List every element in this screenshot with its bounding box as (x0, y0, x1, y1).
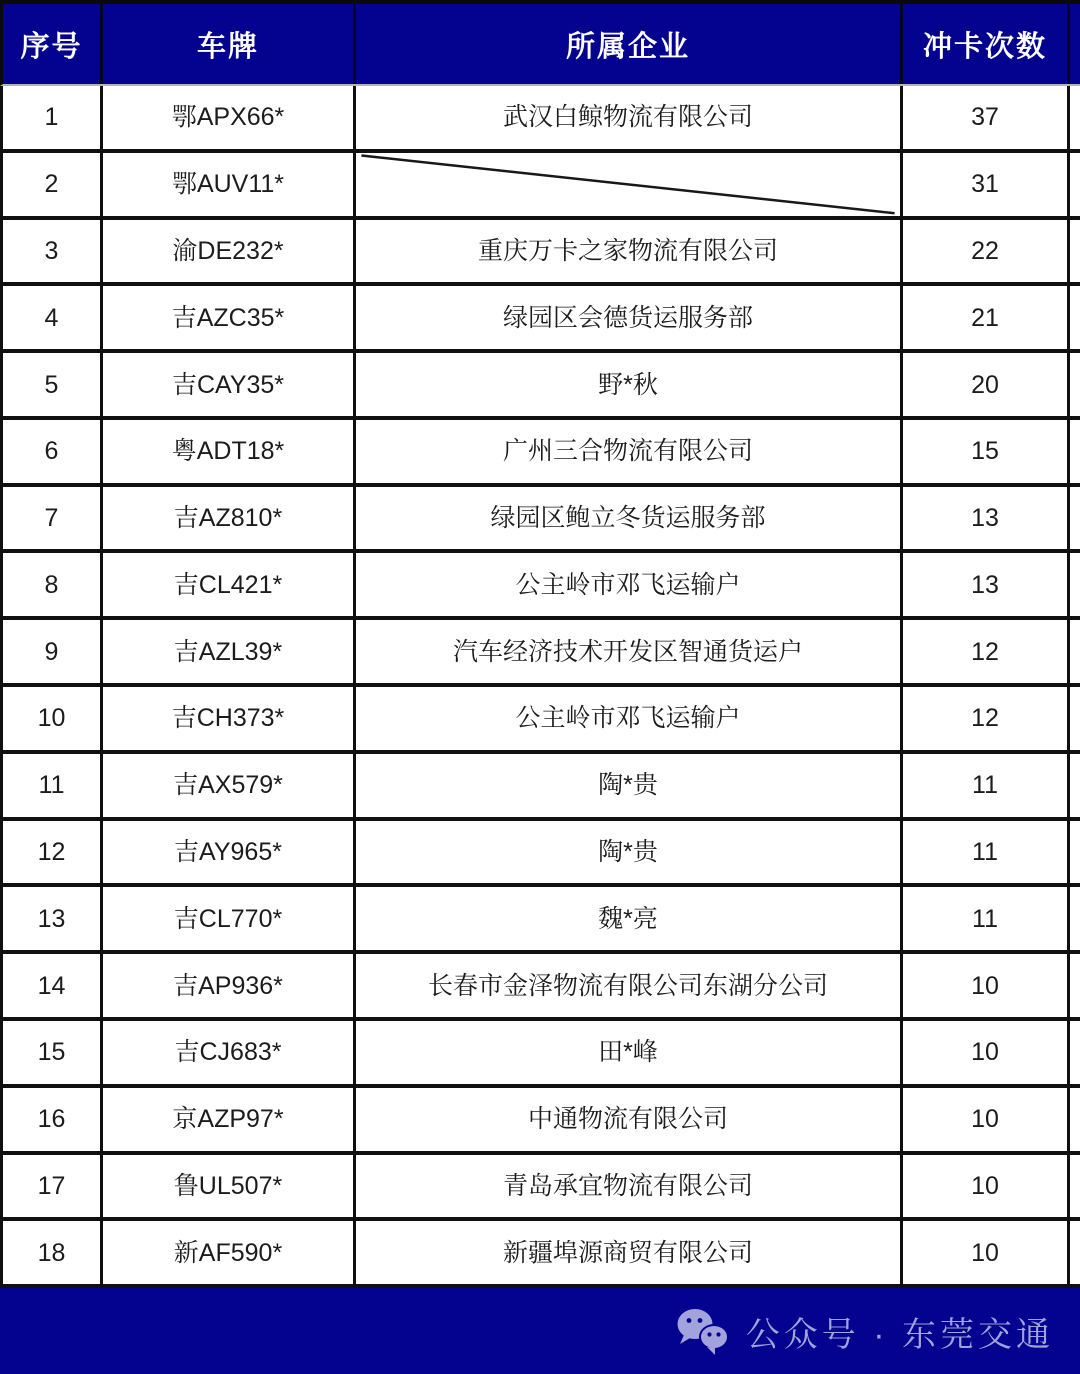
row-count-cell (903, 887, 1070, 950)
row-count: 10 (971, 971, 999, 1000)
row-count-cell (903, 1088, 1070, 1151)
row-company: 新疆埠源商贸有限公司 (502, 1238, 753, 1267)
row-count: 31 (971, 170, 999, 199)
row-count-cell (903, 1021, 1070, 1084)
row-company-cell (356, 754, 903, 817)
table-row (0, 1155, 1080, 1222)
table-row (0, 620, 1080, 687)
row-plate: 吉CL770* (173, 904, 283, 933)
row-count: 12 (971, 704, 999, 733)
row-count-cell (903, 487, 1070, 550)
row-no-cell (0, 1021, 103, 1084)
row-no: 15 (37, 1038, 66, 1067)
row-no-cell (0, 821, 103, 884)
row-company-cell (356, 86, 903, 149)
row-no: 17 (37, 1171, 66, 1200)
table-row (0, 1088, 1080, 1155)
row-plate-cell (103, 153, 356, 216)
row-count-cell (903, 620, 1070, 683)
row-count: 21 (971, 303, 999, 332)
row-company: 田*峰 (598, 1038, 658, 1067)
header-cell-plate: 车牌 (103, 4, 356, 84)
row-no: 8 (44, 570, 59, 599)
wechat-icon (674, 1305, 732, 1357)
row-no-cell (0, 353, 103, 416)
row-plate: 鄂APX66* (171, 103, 285, 132)
row-no: 12 (37, 837, 66, 866)
row-count-cell (903, 1221, 1070, 1284)
row-count-cell (903, 353, 1070, 416)
row-plate-cell (103, 353, 356, 416)
table-row (0, 487, 1080, 554)
header-cell-index: 序号 (3, 4, 103, 84)
table-row (0, 954, 1080, 1021)
row-no: 18 (37, 1238, 66, 1267)
row-no-cell (0, 1221, 103, 1284)
row-company: 重庆万卡之家物流有限公司 (477, 236, 778, 265)
table-row (0, 1221, 1080, 1288)
row-plate-cell (103, 754, 356, 817)
row-count: 10 (971, 1171, 999, 1200)
row-no-cell (0, 553, 103, 616)
row-company: 长春市金泽物流有限公司东湖分公司 (427, 971, 828, 1000)
row-plate: 吉CL421* (173, 570, 283, 599)
row-no-cell (0, 754, 103, 817)
row-count: 37 (971, 103, 999, 132)
row-no-cell (0, 220, 103, 283)
table-row (0, 821, 1080, 888)
row-company-cell (356, 1088, 903, 1151)
row-company-cell (356, 553, 903, 616)
row-company-cell (356, 620, 903, 683)
row-plate-cell (103, 954, 356, 1017)
row-company: 汽车经济技术开发区智通货运户 (452, 637, 803, 666)
row-company-cell (356, 420, 903, 483)
row-plate: 吉AY965* (174, 837, 282, 866)
row-count: 20 (971, 370, 999, 399)
row-plate-cell (103, 687, 356, 750)
table-row (0, 887, 1080, 954)
row-plate-cell (103, 821, 356, 884)
row-plate: 粤ADT18* (171, 437, 285, 466)
row-plate: 吉CJ683* (174, 1038, 282, 1067)
row-company: 绿园区会德货运服务部 (502, 303, 753, 332)
row-no: 9 (44, 637, 59, 666)
row-company-cell (356, 286, 903, 349)
row-no: 14 (37, 971, 66, 1000)
row-no: 16 (37, 1105, 66, 1134)
table-row (0, 353, 1080, 420)
row-plate: 吉AX579* (173, 771, 283, 800)
row-no-cell (0, 153, 103, 216)
row-no-cell (0, 1088, 103, 1151)
row-count: 12 (971, 637, 999, 666)
row-plate: 京AZP97* (172, 1105, 284, 1134)
row-company-cell (356, 1021, 903, 1084)
row-no-cell (0, 487, 103, 550)
row-plate: 新AF590* (173, 1238, 283, 1267)
row-count: 22 (971, 236, 999, 265)
row-plate-cell (103, 620, 356, 683)
row-count: 11 (972, 837, 998, 866)
row-count-cell (903, 286, 1070, 349)
row-no: 3 (44, 236, 59, 265)
row-company-cell (356, 1155, 903, 1218)
row-company-cell (356, 821, 903, 884)
row-plate: 吉AP936* (173, 971, 283, 1000)
row-count: 15 (971, 437, 999, 466)
row-company-cell (356, 954, 903, 1017)
row-plate-cell (103, 1088, 356, 1151)
row-no-cell (0, 620, 103, 683)
row-company: 陶*贵 (598, 837, 658, 866)
row-count-cell (903, 220, 1070, 283)
row-company: 绿园区鲍立冬货运服务部 (490, 504, 766, 533)
row-no: 6 (44, 437, 59, 466)
row-plate-cell (103, 286, 356, 349)
footer-label: 公众号 · 东莞交通 (745, 1315, 1054, 1354)
row-count-cell (903, 553, 1070, 616)
row-plate-cell (103, 1221, 356, 1284)
row-company: 魏*亮 (598, 904, 658, 933)
row-plate-cell (103, 86, 356, 149)
row-count-cell (903, 1155, 1070, 1218)
row-no-cell (0, 954, 103, 1017)
table-row (0, 754, 1080, 821)
row-no: 2 (44, 170, 59, 199)
row-plate: 吉AZL39* (173, 637, 283, 666)
row-plate-cell (103, 487, 356, 550)
row-plate-cell (103, 220, 356, 283)
row-count-cell (903, 86, 1070, 149)
row-plate: 鲁UL507* (173, 1171, 283, 1200)
row-no: 5 (44, 370, 59, 399)
table-row (0, 1021, 1080, 1088)
row-company: 陶*贵 (598, 771, 658, 800)
row-count: 11 (972, 904, 998, 933)
row-count-cell (903, 420, 1070, 483)
table-row (0, 553, 1080, 620)
row-plate: 吉AZC35* (171, 303, 285, 332)
row-plate: 渝DE232* (172, 236, 284, 265)
row-count: 13 (971, 504, 999, 533)
row-no-cell (0, 420, 103, 483)
row-company-cell (356, 887, 903, 950)
row-company: 青岛承宜物流有限公司 (502, 1171, 753, 1200)
row-no: 10 (37, 704, 66, 733)
row-count: 10 (971, 1105, 999, 1134)
row-no: 7 (44, 504, 59, 533)
row-no-cell (0, 286, 103, 349)
row-no: 1 (44, 103, 59, 132)
table-row (0, 420, 1080, 487)
row-company: 武汉白鲸物流有限公司 (502, 103, 753, 132)
table-row (0, 286, 1080, 353)
row-count: 10 (971, 1038, 999, 1067)
row-plate: 吉AZ810* (173, 504, 283, 533)
row-company: 公主岭市邓飞运输户 (515, 570, 741, 599)
row-plate-cell (103, 420, 356, 483)
table-row (0, 220, 1080, 287)
row-no: 4 (44, 303, 59, 332)
footer-banner (0, 1288, 1080, 1374)
table-row (0, 86, 1080, 153)
header-cell-company: 所属企业 (356, 4, 903, 84)
row-no: 11 (38, 771, 65, 800)
row-no: 13 (37, 904, 66, 933)
row-count-cell (903, 954, 1070, 1017)
row-count-cell (903, 687, 1070, 750)
row-plate: 吉CH373* (171, 704, 285, 733)
row-company-cell (356, 353, 903, 416)
row-plate-cell (103, 553, 356, 616)
row-company: 公主岭市邓飞运输户 (515, 704, 741, 733)
row-plate-cell (103, 1021, 356, 1084)
row-company-cell (356, 153, 903, 216)
table-row (0, 687, 1080, 754)
row-count: 10 (971, 1238, 999, 1267)
row-no-cell (0, 1155, 103, 1218)
header-cell-count: 冲卡次数 (903, 4, 1070, 84)
table-row (0, 153, 1080, 220)
row-plate: 鄂AUV11* (171, 170, 285, 199)
table-body (0, 86, 1080, 1288)
row-company: 野*秋 (598, 370, 658, 399)
row-company-cell (356, 687, 903, 750)
row-company-cell (356, 487, 903, 550)
row-count: 11 (972, 771, 998, 800)
row-count-cell (903, 153, 1070, 216)
row-plate-cell (103, 887, 356, 950)
row-company-cell (356, 220, 903, 283)
row-plate: 吉CAY35* (171, 370, 285, 399)
row-no-cell (0, 86, 103, 149)
row-no-cell (0, 687, 103, 750)
row-no-cell (0, 887, 103, 950)
row-company-cell (356, 1221, 903, 1284)
header-filler (1070, 4, 1080, 84)
row-count-cell (903, 754, 1070, 817)
row-company: 中通物流有限公司 (527, 1105, 728, 1134)
row-plate-cell (103, 1155, 356, 1218)
row-company: 广州三合物流有限公司 (502, 437, 753, 466)
diagonal-strike-line (356, 153, 900, 216)
row-count-cell (903, 821, 1070, 884)
row-count: 13 (971, 570, 999, 599)
table-header-row (0, 0, 1080, 86)
